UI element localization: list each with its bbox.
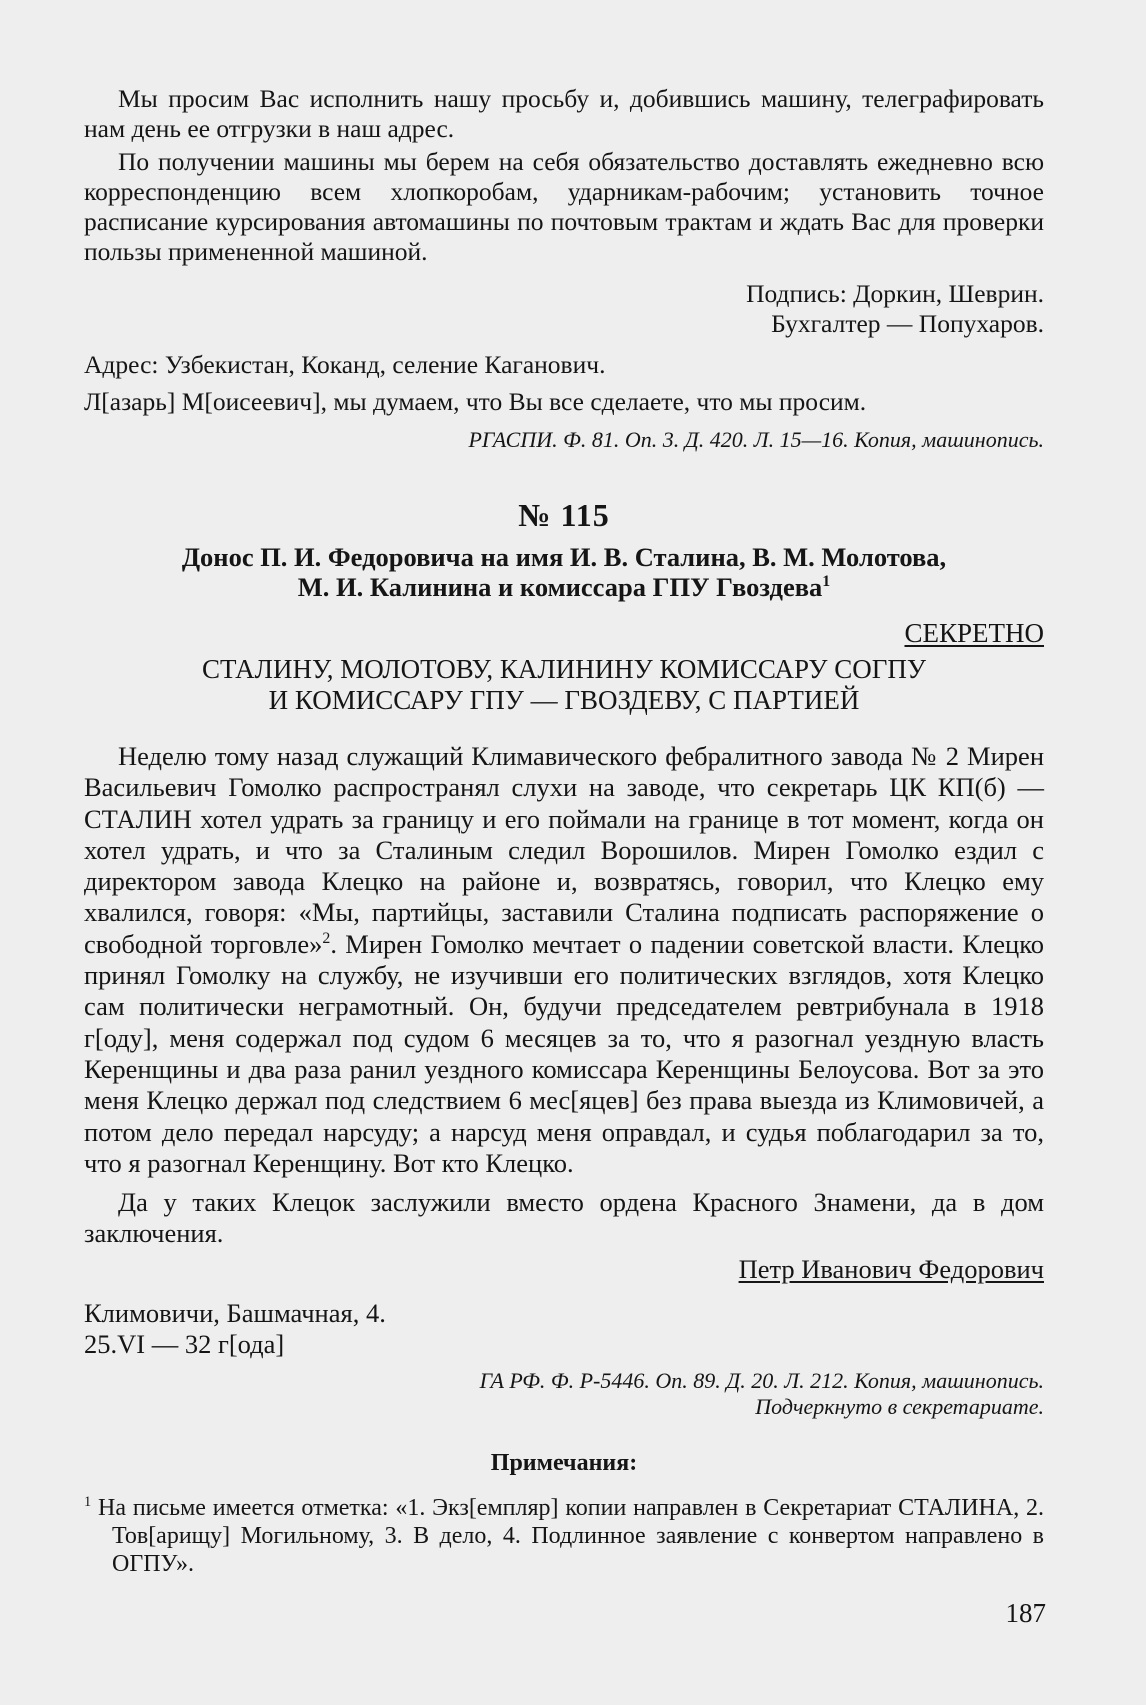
footnote-1 (84, 1494, 1044, 1578)
document-115 (84, 497, 1045, 1420)
page-number: 187 (1005, 1598, 1046, 1628)
document-source-reference: ГА РФ. Ф. Р-5446. Оп. 89. Д. 20. Л. 212. Копия, машинопись. (479, 1367, 1044, 1393)
denunciation-paragraph-1 (84, 741, 1044, 1179)
document-title-line-2 (84, 572, 1044, 602)
addressee-line-2: И КОМИССАРУ ГПУ — ГВОЗДЕВУ, С ПАРТИЕЙ (268, 685, 860, 715)
denunciation-paragraph-1-part-1: Неделю тому назад служащий Климавического фебралитного завода № 2 Мирен Васильевич Гомолко распространял слухи на заводе, что секретарь ЦК КП(б) — СТАЛИН хотел удрать за границу и его поймали на границе в тот момент, когда он хотел удрать, и что за Сталиным следил Ворошилов. Мирен Гомолко ездил с директором завода Клецко на районе и, возвратясь, говорил, что Клецко ему хвалился, говоря: «Мы, партийцы, заставили Сталина подписать распоряжение о свободной торговле» (84, 741, 1044, 959)
letter-paragraph-2: По получении машины мы берем на себя обязательство доставлять ежедневно всю корреспонденцию всем хлопкоробам, ударникам-рабочим; установить точное расписание курсирования автомашины по почтовым трактам и ждать Вас для проверки пользы примененной машиной. (84, 147, 1044, 266)
document-date: 25.VI — 32 г[ода] (84, 1328, 285, 1359)
document-number: № 115 (518, 497, 610, 533)
document-title (84, 542, 1044, 602)
denunciation-paragraph-2: Да у таких Клецок заслужили вместо ордена Красного Знамени, да в дом заключения. (84, 1187, 1044, 1249)
addressee-line-1: СТАЛИНУ, МОЛОТОВУ, КАЛИНИНУ КОМИССАРУ СОГПУ (202, 654, 926, 684)
letter-paragraph-1: Мы просим Вас исполнить нашу просьбу и, добившись машину, телеграфировать нам день ее отгрузки в наш адрес. (84, 84, 1044, 143)
letter-address: Адрес: Узбекистан, Коканд, селение Каганович. (84, 350, 606, 379)
footnote-1-text: На письме имеется отметка: «1. Экз[емпляр] копии направлен в Секретариат СТАЛИНА, 2. Тов[арищу] Могильному, 3. В дело, 4. Подлинное заявление с конвертом направлено в ОГПУ». (98, 1495, 1045, 1577)
denunciation-signature (84, 1254, 1044, 1284)
notes-section (84, 1448, 1044, 1578)
underlined-in-secretariat-note: Подчеркнуто в секретариате. (755, 1393, 1044, 1419)
footnote-1-number: 1 (84, 1494, 92, 1510)
document-title-line-2-text: М. И. Калинина и комиссара ГПУ Гвоздева (297, 572, 823, 602)
letter-accountant: Бухгалтер — Попухаров. (771, 309, 1044, 338)
sender-address: Климовичи, Башмачная, 4. (84, 1297, 386, 1328)
classification-text: СЕКРЕТНО (904, 618, 1044, 648)
letter-signature: Подпись: Доркин, Шеврин. (746, 279, 1044, 308)
letter-ending (84, 84, 1044, 453)
classification-mark (84, 618, 1044, 648)
footnote-ref-1: 1 (822, 573, 831, 591)
footnote-ref-2: 2 (322, 929, 331, 947)
notes-heading: Примечания: (490, 1450, 638, 1476)
letter-source-reference: РГАСПИ. Ф. 81. Оп. 3. Д. 420. Л. 15—16. Копия, машинопись. (468, 427, 1044, 452)
denunciation-paragraph-1-part-2: . Мирен Гомолко мечтает о падении советской власти. Клецко принял Гомолку на службу, не изучивши его политических взглядов, хотя Клецко сам политически неграмотный. Он, будучи председателем ревтрибунала в 1918 г[оду], меня содержал под судом 6 месяцев за то, что я разогнал уездную власть Керенщины и два раза ранил уездного комиссара Керенщины Белоусова. Вот за это меня Клецко держал под следствием 6 мес[яцев] без права выезда из Климовичей, а потом дело передал нарсуду; а нарсуд меня оправдал, и судья поблагодарил за то, что я разогнал Керенщину. Вот кто Клецко. (84, 928, 1045, 1178)
addressee-block (84, 654, 1044, 716)
letter-closing: Л[азарь] М[оисеевич], мы думаем, что Вы все сделаете, что мы просим. (84, 387, 867, 416)
document-title-line-1: Донос П. И. Федоровича на имя И. В. Сталина, В. М. Молотова, (181, 542, 947, 572)
signature-name: Петр Иванович Федорович (738, 1253, 1044, 1284)
